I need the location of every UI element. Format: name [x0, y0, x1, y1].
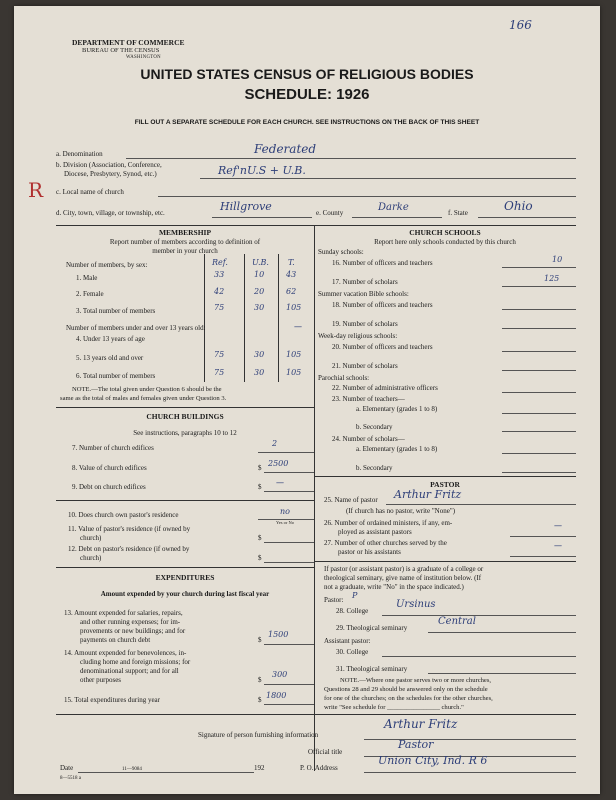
form-number: 8—5518 a — [60, 776, 81, 781]
county-label: e. County — [316, 209, 344, 217]
q7-line — [258, 452, 314, 453]
q24b-label: b. Secondary — [356, 464, 393, 472]
q25-label: 25. Name of pastor — [324, 496, 378, 504]
expenditures-sub: Amount expended by your church during last fiscal year — [100, 590, 270, 598]
q18-label: 18. Number of officers and teachers — [332, 301, 433, 309]
q15-value[interactable]: 1800 — [266, 691, 287, 700]
division-value[interactable]: Ref'nU.S + U.B. — [218, 164, 306, 177]
q29-label: 29. Theological seminary — [336, 624, 408, 632]
col-head-t: T. — [288, 258, 295, 267]
total-ub[interactable]: 30 — [254, 303, 265, 312]
department-name: DEPARTMENT OF COMMERCE — [72, 38, 185, 47]
q30-line — [382, 656, 576, 657]
q25-value[interactable]: Arthur Fritz — [394, 488, 462, 501]
q8-value[interactable]: 2500 — [268, 459, 289, 468]
sunday-schools-label: Sunday schools: — [318, 248, 364, 256]
pastor-note-2: Questions 28 and 29 should be answered only on the schedule — [324, 686, 488, 693]
over13-ub[interactable]: 30 — [254, 350, 265, 359]
date-line — [78, 772, 254, 773]
q9-dollar: $ — [258, 483, 262, 491]
q28-label: 28. College — [336, 607, 369, 615]
total-members-label: 3. Total number of members — [76, 307, 156, 315]
census-schedule-sheet — [14, 6, 600, 794]
pastor-mark: P — [352, 591, 358, 600]
q14-line-2: cluding home and foreign missions; for — [80, 658, 191, 666]
male-label: 1. Male — [76, 274, 98, 282]
female-total[interactable]: 62 — [286, 287, 297, 296]
po-address-line — [364, 772, 576, 773]
q11-line — [264, 542, 314, 543]
graduate-rule — [314, 561, 576, 562]
q19-line — [502, 328, 576, 329]
q11-label: 11. Value of pastor's residence (if owned by — [68, 525, 191, 533]
q15-value-line — [264, 704, 314, 705]
q16-value[interactable]: 10 — [552, 255, 563, 264]
graduate-note-2: theological seminary, give name of institution below. (If — [324, 574, 482, 582]
q12-line — [264, 562, 314, 563]
female-label: 2. Female — [76, 290, 104, 298]
q20-line — [502, 351, 576, 352]
pastor-note-3: for one of the churches; on the schedules for the other churches, — [324, 695, 493, 702]
city-value[interactable]: Hillgrove — [220, 200, 272, 213]
q7-label: 7. Number of church edifices — [72, 444, 154, 452]
q14-line-4: other purposes — [80, 676, 122, 684]
q12-label-2: church) — [80, 554, 102, 562]
q25-hint: (If church has no pastor, write "None") — [346, 507, 456, 515]
female-ub[interactable]: 20 — [254, 287, 265, 296]
q10-value[interactable]: no — [280, 507, 290, 516]
q27-line — [510, 556, 576, 557]
mem-col-rule-1 — [204, 254, 205, 382]
pastor-heading: PASTOR — [430, 480, 460, 489]
q28-value[interactable]: Ursinus — [396, 599, 436, 610]
q13-dollar: $ — [258, 636, 262, 644]
q23b-label: b. Secondary — [356, 423, 393, 431]
members-by-sex-label: Number of members, by sex: — [66, 261, 148, 269]
q9-label: 9. Debt on church edifices — [72, 483, 146, 491]
male-total[interactable]: 43 — [286, 270, 297, 279]
residence-rule — [56, 500, 314, 501]
over-13-label: 5. 13 years old and over — [76, 354, 144, 362]
q10-hint: Yes or No — [276, 520, 295, 525]
over13-total[interactable]: 105 — [286, 350, 302, 359]
q20-label: 20. Number of officers and teachers — [332, 343, 433, 351]
signature-value[interactable]: Arthur Fritz — [384, 717, 458, 731]
local-name-line — [158, 196, 576, 197]
q14-line-3: denominational support; and for all — [80, 667, 179, 675]
form-title: UNITED STATES CENSUS OF RELIGIOUS BODIES — [140, 66, 474, 82]
q25-line — [386, 504, 576, 505]
q10-label: 10. Does church own pastor's residence — [68, 511, 179, 519]
local-name-label: c. Local name of church — [56, 188, 124, 196]
po-address-label: P. O. Address — [300, 764, 338, 772]
pastor-note-1: NOTE.—Where one pastor serves two or more churches, — [340, 677, 492, 684]
q26-label: 26. Number of ordained ministers, if any, em- — [324, 519, 453, 527]
form-subtitle: SCHEDULE: 1926 — [244, 86, 370, 103]
over13-ref[interactable]: 75 — [214, 350, 225, 359]
state-line — [478, 217, 576, 218]
total-ref[interactable]: 75 — [214, 303, 225, 312]
q12-label: 12. Debt on pastor's residence (if owned by — [68, 545, 190, 553]
q11-label-2: church) — [80, 534, 102, 542]
mem-col-rule-3 — [278, 254, 279, 382]
city-label: d. City, town, village, or township, etc. — [56, 209, 165, 217]
schools-sub: Report here only schools conducted by this church — [374, 238, 516, 246]
age-intro-dash: — — [294, 322, 302, 331]
state-label: f. State — [448, 209, 468, 217]
buildings-rule — [56, 407, 314, 408]
q24-label: 24. Number of scholars— — [332, 435, 405, 443]
q23a-label: a. Elementary (grades 1 to 8) — [356, 405, 438, 413]
q24a-line — [502, 453, 576, 454]
q15-dollar: $ — [258, 696, 262, 704]
buildings-sub: See instructions, paragraphs 10 to 12 — [133, 429, 237, 437]
q17-value[interactable]: 125 — [544, 274, 560, 283]
q16-label: 16. Number of officers and teachers — [332, 259, 433, 267]
q19-label: 19. Number of scholars — [332, 320, 398, 328]
q27-value[interactable]: — — [554, 541, 562, 550]
signature-line — [364, 739, 576, 740]
q23-label: 23. Number of teachers— — [332, 395, 405, 403]
col-head-ub: U.B. — [252, 258, 269, 267]
membership-intro-2: member in your church — [152, 247, 218, 255]
q13-line-2: and other running expenses; for im- — [80, 618, 181, 626]
po-address-value[interactable]: Union City, Ind. R 6 — [378, 754, 488, 767]
city-line — [212, 217, 312, 218]
red-margin-mark: R — [28, 178, 44, 202]
q7-value[interactable]: 2 — [272, 439, 278, 448]
q8-dollar: $ — [258, 464, 262, 472]
print-number: 11—9084 — [122, 767, 142, 772]
official-title-label: Official title — [308, 748, 343, 756]
q30-label: 30. College — [336, 648, 369, 656]
q13-line-3: provements or new buildings; and for — [80, 627, 186, 635]
signature-label: Signature of person furnishing information — [198, 731, 319, 739]
q18-line — [502, 309, 576, 310]
city-name: WASHINGTON — [126, 55, 161, 60]
row6-ref[interactable]: 75 — [214, 368, 225, 377]
membership-heading: MEMBERSHIP — [158, 228, 212, 237]
q14-value[interactable]: 300 — [272, 670, 288, 679]
denomination-value[interactable]: Federated — [254, 142, 317, 156]
q9-line — [264, 491, 314, 492]
q26-value[interactable]: — — [554, 521, 562, 530]
q14-line-1: 14. Amount expended for benevolences, in- — [64, 649, 187, 657]
q16-line — [502, 267, 576, 268]
membership-note-2: same as the total of males and females given under Question 3. — [60, 395, 227, 402]
pastor-note-4: write "See schedule for ________________ church." — [324, 704, 464, 711]
division-label-2: Diocese, Presbytery, Synod, etc.) — [64, 170, 157, 178]
q12-dollar: $ — [258, 554, 262, 562]
footer-rule — [56, 714, 576, 715]
expenditures-rule — [56, 567, 314, 568]
graduate-note-1: If pastor (or assistant pastor) is a graduate of a college or — [324, 565, 484, 573]
q26-line — [510, 536, 576, 537]
expenditures-heading: EXPENDITURES — [155, 573, 215, 582]
q31-line — [428, 673, 576, 674]
denomination-label: a. Denomination — [56, 150, 103, 158]
pastor-subhead: Pastor: — [324, 596, 344, 604]
total-members-6-label: 6. Total number of members — [76, 372, 156, 380]
q22-label: 22. Number of administrative officers — [332, 384, 438, 392]
q31-label: 31. Theological seminary — [336, 665, 408, 673]
q26-label-2: ployed as assistant pastors — [338, 528, 412, 536]
page-number-handwritten: 166 — [509, 18, 532, 32]
age-intro-label: Number of members under and over 13 years old: — [66, 324, 206, 332]
date-label: Date — [60, 764, 74, 772]
female-ref[interactable]: 42 — [214, 287, 225, 296]
state-value[interactable]: Ohio — [504, 199, 533, 213]
q8-label: 8. Value of church edifices — [72, 464, 147, 472]
summer-schools-label: Summer vacation Bible schools: — [318, 290, 409, 298]
graduate-note-3: not a graduate, write "No" in the space indicated.) — [324, 583, 464, 591]
q27-label-2: pastor or his assistants — [338, 548, 401, 556]
male-ub[interactable]: 10 — [254, 270, 265, 279]
col-head-ref: Ref. — [212, 258, 228, 267]
q9-value[interactable]: — — [276, 478, 284, 487]
q28-line — [382, 615, 576, 616]
q27-label: 27. Number of other churches served by the — [324, 539, 447, 547]
q8-line — [264, 472, 314, 473]
q24a-label: a. Elementary (grades 1 to 8) — [356, 445, 438, 453]
under-13-label: 4. Under 13 years of age — [76, 335, 145, 343]
official-title-value[interactable]: Pastor — [398, 738, 434, 751]
q21-line — [502, 370, 576, 371]
q14-value-line — [264, 684, 314, 685]
mem-col-rule-2 — [244, 254, 245, 382]
assistant-pastor-subhead: Assistant pastor: — [324, 637, 371, 645]
q29-line — [428, 632, 576, 633]
q17-line — [502, 286, 576, 287]
q24b-line — [502, 472, 576, 473]
division-label: b. Division (Association, Conference, — [56, 161, 162, 169]
county-value[interactable]: Darke — [378, 202, 409, 213]
q21-label: 21. Number of scholars — [332, 362, 398, 370]
weekday-schools-label: Week-day religious schools: — [318, 332, 398, 340]
buildings-heading: CHURCH BUILDINGS — [146, 412, 224, 421]
male-ref[interactable]: 33 — [214, 270, 225, 279]
schools-heading: CHURCH SCHOOLS — [409, 228, 481, 237]
total-total[interactable]: 105 — [286, 303, 302, 312]
q15-label: 15. Total expenditures during year — [64, 696, 160, 704]
date-year: 192 — [254, 764, 265, 772]
membership-note-1: NOTE.—The total given under Question 6 should be the — [72, 386, 222, 393]
q17-label: 17. Number of scholars — [332, 278, 398, 286]
form-instructions: FILL OUT A SEPARATE SCHEDULE FOR EACH CHURCH. SEE INSTRUCTIONS ON THE BACK OF THIS SHEET — [134, 119, 480, 126]
q13-line-4: payments on church debt — [80, 636, 151, 644]
q22-line — [502, 392, 576, 393]
q23a-line — [502, 413, 576, 414]
q29-value[interactable]: Central — [438, 616, 476, 627]
q11-dollar: $ — [258, 534, 262, 542]
parochial-schools-label: Parochial schools: — [318, 374, 370, 382]
bureau-name: BUREAU OF THE CENSUS — [82, 47, 160, 54]
q13-line-1: 13. Amount expended for salaries, repairs, — [64, 609, 183, 617]
center-divider — [314, 225, 315, 771]
denomination-line — [126, 158, 576, 159]
q13-value[interactable]: 1500 — [268, 630, 289, 639]
section-rule-top — [56, 225, 576, 226]
county-line — [352, 217, 442, 218]
pastor-rule — [314, 476, 576, 477]
q14-dollar: $ — [258, 676, 262, 684]
division-line — [200, 178, 576, 179]
row6-ub[interactable]: 30 — [254, 368, 265, 377]
q23b-line — [502, 431, 576, 432]
membership-intro-1: Report number of members according to definition of — [109, 238, 261, 246]
row6-total[interactable]: 105 — [286, 368, 302, 377]
q13-value-line — [264, 644, 314, 645]
